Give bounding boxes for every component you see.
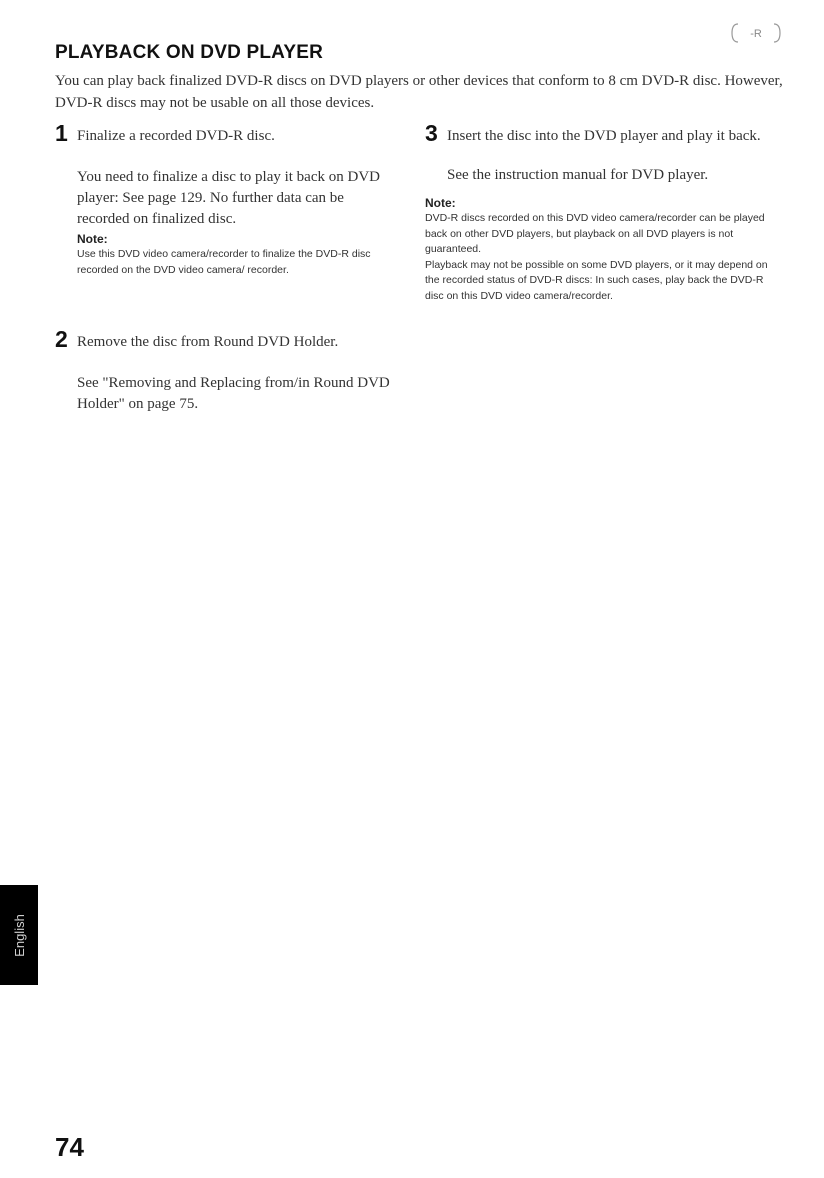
step-3-heading-text: Insert the disc into the DVD player and play it back. <box>447 128 761 144</box>
step-1-note-text: Use this DVD video camera/recorder to finalize the DVD-R disc recorded on the DVD video camera/ recorder. <box>77 248 371 276</box>
language-tab-label: English <box>11 913 27 957</box>
intro-paragraph: You can play back finalized DVD-R discs on DVD players or other devices that conform to 8 cm DVD-R disc. However, DVD-R discs may not be usable on all those devices. <box>55 73 783 111</box>
step-3-note-text-1: DVD-R discs recorded on this DVD video camera/recorder can be played back on other DVD players, but playback on all DVD players is not guaranteed. <box>425 212 765 255</box>
step-1-note <box>77 232 395 278</box>
step-2-heading-text: Remove the disc from Round DVD Holder. <box>77 334 339 350</box>
step-2-number: 2 <box>55 326 68 352</box>
step-3-note-text-2: Playback may not be possible on some DVD players, or it may depend on the recorded status of DVD-R discs: In such cases, play back the DVD-R disc on this DVD video camera/recorder. <box>425 258 768 302</box>
step-1-body: You need to finalize a disc to play it back on DVD player: See page 129. No further data can be recorded on finalized disc. <box>77 169 380 227</box>
step-3-heading <box>425 120 783 147</box>
step-1 <box>55 120 400 278</box>
page-title: PLAYBACK ON DVD PLAYER <box>55 42 323 63</box>
step-1-heading <box>55 120 400 147</box>
step-2-body: See "Removing and Replacing from/in Round DVD Holder" on page 75. <box>77 375 390 412</box>
page-number: 74 <box>55 1132 84 1162</box>
step-3-body: See the instruction manual for DVD player. <box>447 167 709 183</box>
step-3-note-label: Note: <box>425 196 456 210</box>
dvd-r-icon-label: -R <box>750 28 762 40</box>
step-2 <box>55 326 400 415</box>
step-2-heading <box>55 326 400 353</box>
step-1-number: 1 <box>55 120 68 146</box>
step-3-number: 3 <box>425 120 438 146</box>
step-3-note <box>425 196 783 304</box>
step-1-heading-text: Finalize a recorded DVD-R disc. <box>77 128 275 144</box>
step-3 <box>425 120 783 304</box>
language-tab <box>0 885 38 985</box>
dvd-r-disc-icon <box>730 22 782 44</box>
step-1-note-label: Note: <box>77 232 108 246</box>
